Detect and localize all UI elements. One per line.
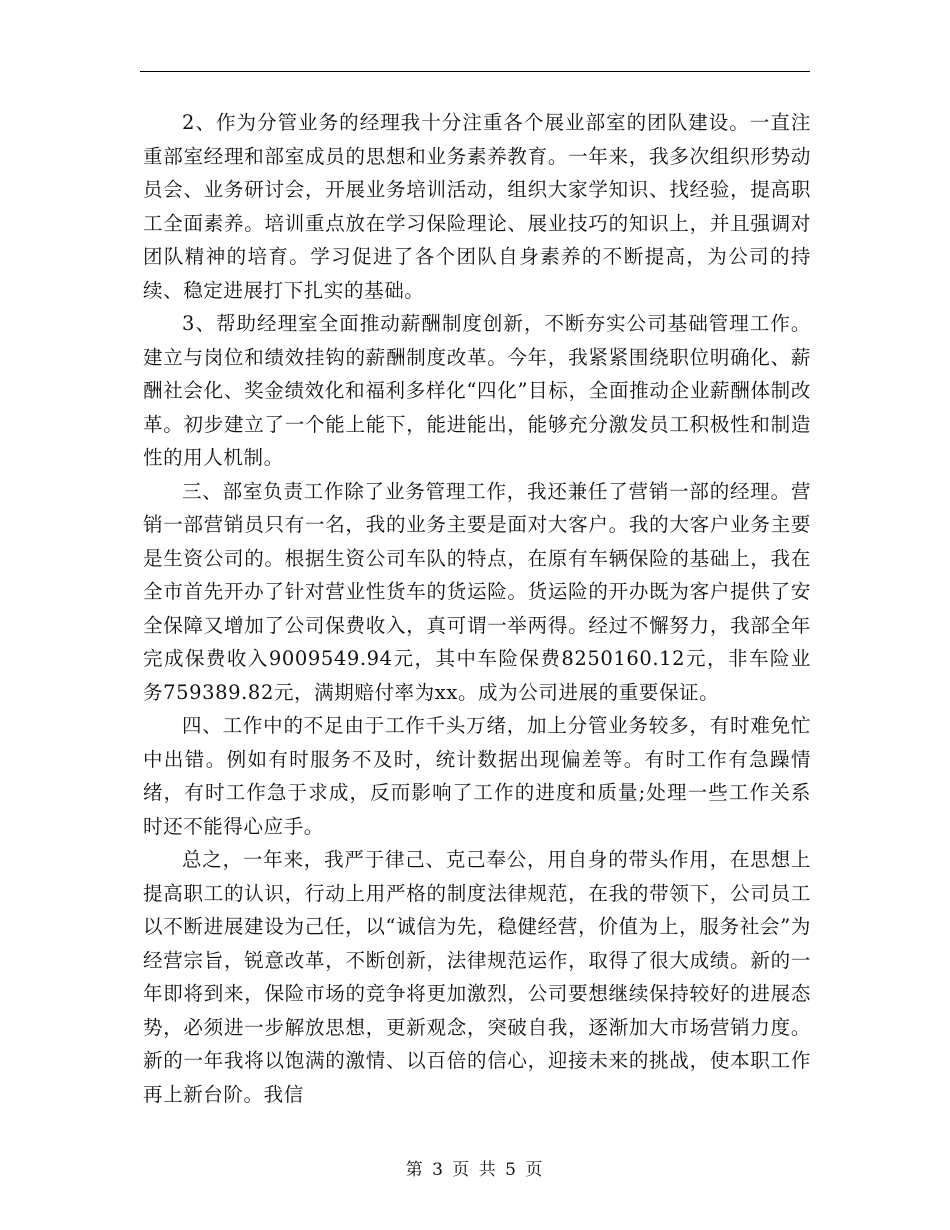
paragraph-shortcomings: 四、工作中的不足由于工作千头万绪，加上分管业务较多，有时难免忙中出错。例如有时服务不及时，统计数据出现偏差等。有时工作有急躁情绪，有时工作急于求成，反而影响了工作的进度和质量;处理一些工作关系时还不能得心应手。 — [143, 714, 811, 838]
paragraph-team-building: 2、作为分管业务的经理我十分注重各个展业部室的团队建设。一直注重部室经理和部室成员的思想和业务素养教育。一年来，我多次组织形势动员会、业务研讨会，开展业务培训活动，组织大家学知识、找经验，提高职工全面素养。培训重点放在学习保险理论、展业技巧的知识上，并且强调对团队精神的培育。学习促进了各个团队自身素养的不断提高，为公司的持续、稳定进展打下扎实的基础。 — [143, 111, 811, 302]
paragraph-salary-reform: 3、帮助经理室全面推动薪酬制度创新，不断夯实公司基础管理工作。建立与岗位和绩效挂钩的薪酬制度改革。今年，我紧紧围绕职位明确化、薪酬社会化、奖金绩效化和福利多样化“四化”目标，全面推动企业薪酬体制改革。初步建立了一个能上能下，能进能出，能够充分激发员工积极性和制造性的用人机制。 — [143, 312, 811, 469]
header-rule — [140, 71, 810, 72]
page-footer: 第 3 页 共 5 页 — [405, 1160, 545, 1180]
paragraph-department-work: 三、部室负责工作除了业务管理工作，我还兼任了营销一部的经理。营销一部营销员只有一名，我的业务主要是面对大客户。我的大客户业务主要是生资公司的。根据生资公司车队的特点，在原有车辆保险的基础上，我在全市首先开办了针对营业性货车的货运险。货运险的开办既为客户提供了安全保障又增加了公司保费收入，真可谓一举两得。经过不懈努力，我部全年完成保费收入9009549.94元，其中车险保费8250160.12元，非车险业务759389.82元，满期赔付率为xx。成为公司进展的重要保证。 — [143, 479, 811, 704]
document-body — [143, 106, 811, 1111]
paragraph-summary: 总之，一年来，我严于律己、克己奉公，用自身的带头作用，在思想上提高职工的认识，行动上用严格的制度法律规范，在我的带领下，公司员工以不断进展建设为己任，以“诚信为先，稳健经营，价值为上，服务社会”为经营宗旨，锐意改革，不断创新，法律规范运作，取得了很大成绩。新的一年即将到来，保险市场的竞争将更加激烈，公司要想继续保持较好的进展态势，必须进一步解放思想，更新观念，突破自我，逐渐加大市场营销力度。新的一年我将以饱满的激情、以百倍的信心，迎接未来的挑战，使本职工作再上新台阶。我信 — [143, 848, 811, 1106]
